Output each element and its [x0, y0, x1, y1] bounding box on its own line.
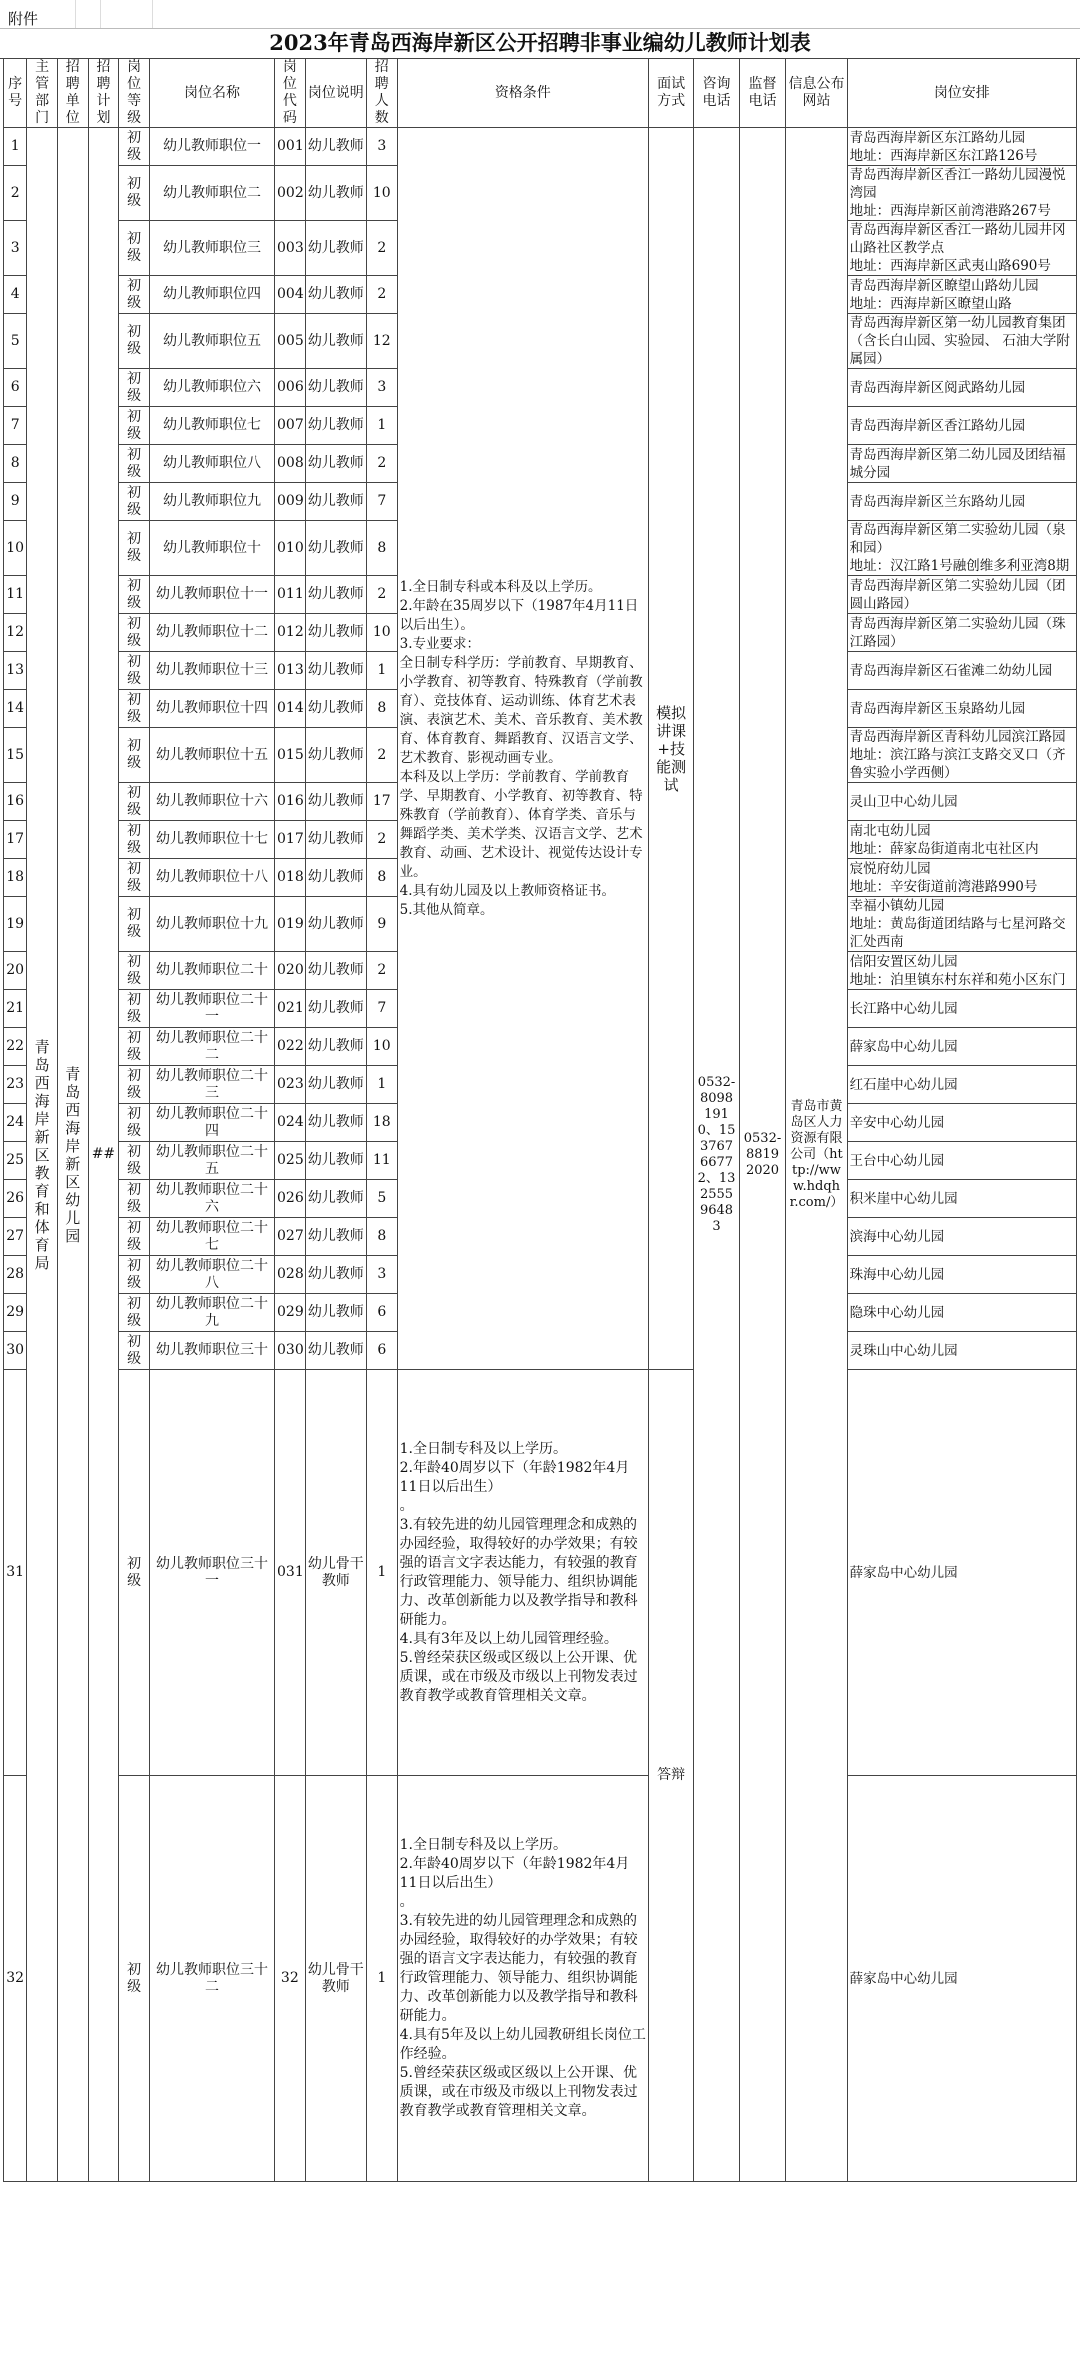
seq-cell: 2	[4, 166, 27, 221]
position-name-cell: 幼儿教师职位二十四	[149, 1104, 274, 1142]
qualification-cell: 1.全日制专科及以上学历。 2.年龄40周岁以下（年龄1982年4月11日以后出生） 。 3.有较先进的幼儿园管理理念和成熟的办园经验，取得较好的办学效果；有较强的语言文字表达能力，有较强的教育行政管理能力、领导能力、组织协调能力、改革创新能力以及教学指导和教科研能力。 4.具有5年及以上幼儿园教研组长岗位工作经验。 5.曾经荣获区级或区级以上公开课、优质课，或在市级及市级以上刊物发表过教育教学或教育管理相关文章。	[397, 1776, 648, 2182]
count-cell: 17	[366, 783, 397, 821]
position-code-cell: 026	[275, 1180, 306, 1218]
placement-cell: 薛家岛中心幼儿园	[847, 1370, 1076, 1776]
seq-cell: 9	[4, 483, 27, 521]
position-desc-cell: 幼儿教师	[305, 1066, 366, 1104]
seq-cell: 6	[4, 369, 27, 407]
header-grade: 岗位等级	[119, 59, 150, 128]
count-cell: 2	[366, 276, 397, 314]
grade-cell: 初级	[119, 1294, 150, 1332]
position-name-cell: 幼儿教师职位一	[149, 128, 274, 166]
grade-cell: 初级	[119, 690, 150, 728]
seq-cell: 12	[4, 614, 27, 652]
position-name-cell: 幼儿教师职位十四	[149, 690, 274, 728]
header-dept: 主管部门	[27, 59, 58, 128]
grade-cell: 初级	[119, 1256, 150, 1294]
position-code-cell: 011	[275, 576, 306, 614]
annex-label: 附件	[8, 10, 39, 28]
placement-cell: 青岛西海岸新区东江路幼儿园 地址：西海岸新区东江路126号	[847, 128, 1076, 166]
header-placement: 岗位安排	[847, 59, 1076, 128]
placement-cell: 积米崖中心幼儿园	[847, 1180, 1076, 1218]
seq-cell: 30	[4, 1332, 27, 1370]
position-code-cell: 32	[275, 1776, 306, 2182]
header-pos_code: 岗位代码	[275, 59, 306, 128]
placement-cell: 幸福小镇幼儿园 地址：黄岛街道团结路与七星河路交汇处西南	[847, 897, 1076, 952]
position-desc-cell: 幼儿教师	[305, 859, 366, 897]
unit-cell: 青岛西海岸新区幼儿园	[57, 128, 88, 2182]
count-cell: 2	[366, 952, 397, 990]
position-name-cell: 幼儿教师职位二十九	[149, 1294, 274, 1332]
placement-cell: 辛安中心幼儿园	[847, 1104, 1076, 1142]
placement-cell: 薛家岛中心幼儿园	[847, 1776, 1076, 2182]
count-cell: 5	[366, 1180, 397, 1218]
grade-cell: 初级	[119, 614, 150, 652]
grade-cell: 初级	[119, 521, 150, 576]
count-cell: 2	[366, 821, 397, 859]
seq-cell: 1	[4, 128, 27, 166]
placement-cell: 南北屯幼儿园 地址：薛家岛街道南北屯社区内	[847, 821, 1076, 859]
position-name-cell: 幼儿教师职位四	[149, 276, 274, 314]
count-cell: 1	[366, 407, 397, 445]
grade-cell: 初级	[119, 1218, 150, 1256]
position-code-cell: 004	[275, 276, 306, 314]
position-name-cell: 幼儿教师职位十三	[149, 652, 274, 690]
placement-cell: 青岛西海岸新区石雀滩二幼幼儿园	[847, 652, 1076, 690]
position-desc-cell: 幼儿教师	[305, 483, 366, 521]
position-name-cell: 幼儿教师职位七	[149, 407, 274, 445]
count-cell: 11	[366, 1142, 397, 1180]
header-pos_desc: 岗位说明	[305, 59, 366, 128]
grade-cell: 初级	[119, 407, 150, 445]
placement-cell: 青岛西海岸新区瞭望山路幼儿园 地址：西海岸新区瞭望山路	[847, 276, 1076, 314]
seq-cell: 27	[4, 1218, 27, 1256]
placement-cell: 灵山卫中心幼儿园	[847, 783, 1076, 821]
count-cell: 8	[366, 1218, 397, 1256]
position-code-cell: 001	[275, 128, 306, 166]
placement-cell: 红石崖中心幼儿园	[847, 1066, 1076, 1104]
position-name-cell: 幼儿教师职位十一	[149, 576, 274, 614]
dept-cell: 青岛西海岸新区教育和体育局	[27, 128, 58, 2182]
table-row	[4, 1370, 1077, 1776]
page-title: 2023年青岛西海岸新区公开招聘非事业编幼儿教师计划表	[0, 28, 1080, 59]
count-cell: 3	[366, 128, 397, 166]
position-desc-cell: 幼儿教师	[305, 990, 366, 1028]
position-name-cell: 幼儿教师职位二十五	[149, 1142, 274, 1180]
table-row	[4, 128, 1077, 166]
seq-cell: 4	[4, 276, 27, 314]
position-code-cell: 030	[275, 1332, 306, 1370]
placement-cell: 隐珠中心幼儿园	[847, 1294, 1076, 1332]
position-desc-cell: 幼儿骨干教师	[305, 1370, 366, 1776]
grade-cell: 初级	[119, 859, 150, 897]
seq-cell: 18	[4, 859, 27, 897]
seq-cell: 31	[4, 1370, 27, 1776]
seq-cell: 5	[4, 314, 27, 369]
placement-cell: 青岛西海岸新区兰东路幼儿园	[847, 483, 1076, 521]
count-cell: 3	[366, 369, 397, 407]
position-code-cell: 003	[275, 221, 306, 276]
count-cell: 2	[366, 576, 397, 614]
count-cell: 2	[366, 445, 397, 483]
grade-cell: 初级	[119, 166, 150, 221]
position-desc-cell: 幼儿教师	[305, 128, 366, 166]
position-desc-cell: 幼儿教师	[305, 821, 366, 859]
header-unit: 招聘单位	[57, 59, 88, 128]
placement-cell: 灵珠山中心幼儿园	[847, 1332, 1076, 1370]
position-code-cell: 029	[275, 1294, 306, 1332]
header-count: 招聘人数	[366, 59, 397, 128]
interview-cell: 模拟讲课+技能测试	[649, 128, 694, 1370]
position-code-cell: 008	[275, 445, 306, 483]
seq-cell: 32	[4, 1776, 27, 2182]
position-code-cell: 028	[275, 1256, 306, 1294]
position-code-cell: 015	[275, 728, 306, 783]
grade-cell: 初级	[119, 783, 150, 821]
placement-cell: 青岛西海岸新区玉泉路幼儿园	[847, 690, 1076, 728]
interview-cell: 答辩	[649, 1370, 694, 2182]
position-desc-cell: 幼儿教师	[305, 1028, 366, 1066]
position-name-cell: 幼儿教师职位十八	[149, 859, 274, 897]
position-desc-cell: 幼儿教师	[305, 445, 366, 483]
position-name-cell: 幼儿教师职位八	[149, 445, 274, 483]
recruitment-plan-table	[3, 58, 1077, 2182]
position-code-cell: 027	[275, 1218, 306, 1256]
position-code-cell: 007	[275, 407, 306, 445]
seq-cell: 16	[4, 783, 27, 821]
count-cell: 7	[366, 990, 397, 1028]
grade-cell: 初级	[119, 1332, 150, 1370]
position-desc-cell: 幼儿教师	[305, 576, 366, 614]
header-consult: 咨询电话	[694, 59, 739, 128]
header-plan: 招聘计划	[88, 59, 119, 128]
position-code-cell: 016	[275, 783, 306, 821]
count-cell: 1	[366, 1776, 397, 2182]
header-qual: 资格条件	[397, 59, 648, 128]
placement-cell: 长江路中心幼儿园	[847, 990, 1076, 1028]
seq-cell: 15	[4, 728, 27, 783]
placement-cell: 青岛西海岸新区第二幼儿园及团结福城分园	[847, 445, 1076, 483]
header-row	[4, 59, 1077, 128]
position-code-cell: 024	[275, 1104, 306, 1142]
grade-cell: 初级	[119, 990, 150, 1028]
position-code-cell: 014	[275, 690, 306, 728]
position-code-cell: 022	[275, 1028, 306, 1066]
seq-cell: 13	[4, 652, 27, 690]
grade-cell: 初级	[119, 1370, 150, 1776]
seq-cell: 23	[4, 1066, 27, 1104]
count-cell: 10	[366, 1028, 397, 1066]
placement-cell: 滨海中心幼儿园	[847, 1218, 1076, 1256]
count-cell: 2	[366, 221, 397, 276]
seq-cell: 3	[4, 221, 27, 276]
position-name-cell: 幼儿教师职位二十六	[149, 1180, 274, 1218]
seq-cell: 26	[4, 1180, 27, 1218]
position-name-cell: 幼儿教师职位二十三	[149, 1066, 274, 1104]
grade-cell: 初级	[119, 276, 150, 314]
info-site-cell: 青岛市黄岛区人力资源有限公司（http://www.hdqhr.com/）	[786, 128, 847, 2182]
position-desc-cell: 幼儿教师	[305, 614, 366, 652]
position-name-cell: 幼儿教师职位二十七	[149, 1218, 274, 1256]
count-cell: 3	[366, 1256, 397, 1294]
position-name-cell: 幼儿教师职位三十	[149, 1332, 274, 1370]
position-desc-cell: 幼儿教师	[305, 1142, 366, 1180]
seq-cell: 17	[4, 821, 27, 859]
position-name-cell: 幼儿教师职位十六	[149, 783, 274, 821]
position-name-cell: 幼儿教师职位三	[149, 221, 274, 276]
position-desc-cell: 幼儿教师	[305, 1104, 366, 1142]
placement-cell: 青岛西海岸新区第二实验幼儿园（泉和园） 地址：汉江路1号融创维多利亚湾8期	[847, 521, 1076, 576]
placement-cell: 王台中心幼儿园	[847, 1142, 1076, 1180]
position-desc-cell: 幼儿教师	[305, 521, 366, 576]
grade-cell: 初级	[119, 483, 150, 521]
position-desc-cell: 幼儿教师	[305, 221, 366, 276]
placement-cell: 薛家岛中心幼儿园	[847, 1028, 1076, 1066]
count-cell: 1	[366, 1066, 397, 1104]
header-info_site: 信息公布网站	[786, 59, 847, 128]
seq-cell: 29	[4, 1294, 27, 1332]
count-cell: 18	[366, 1104, 397, 1142]
position-name-cell: 幼儿教师职位九	[149, 483, 274, 521]
seq-cell: 14	[4, 690, 27, 728]
position-desc-cell: 幼儿教师	[305, 1218, 366, 1256]
position-desc-cell: 幼儿骨干教师	[305, 1776, 366, 2182]
position-desc-cell: 幼儿教师	[305, 952, 366, 990]
count-cell: 6	[366, 1294, 397, 1332]
grade-cell: 初级	[119, 1180, 150, 1218]
count-cell: 8	[366, 859, 397, 897]
supervise-phone-cell: 0532-88192020	[739, 128, 786, 2182]
position-code-cell: 005	[275, 314, 306, 369]
placement-cell: 青岛西海岸新区香江一路幼儿园井冈山路社区教学点 地址：西海岸新区武夷山路690号	[847, 221, 1076, 276]
placement-cell: 青岛西海岸新区阅武路幼儿园	[847, 369, 1076, 407]
count-cell: 8	[366, 690, 397, 728]
position-code-cell: 025	[275, 1142, 306, 1180]
position-code-cell: 013	[275, 652, 306, 690]
top-gridline-row	[0, 0, 1080, 29]
grid-divider	[75, 0, 76, 28]
grade-cell: 初级	[119, 952, 150, 990]
qualification-cell: 1.全日制专科或本科及以上学历。 2.年龄在35周岁以下（1987年4月11日以后出生）。 3.专业要求： 全日制专科学历：学前教育、早期教育、小学教育、初等教育、特殊教育（学前教育）、竞技体育、运动训练、体育艺术表演、表演艺术、美术、音乐教育、美术教育、体育教育、舞蹈教育、汉语言文学、艺术教育、影视动画专业。 本科及以上学历：学前教育、学前教育学、早期教育、小学教育、初等教育、特殊教育（学前教育）、体育学类、音乐与舞蹈学类、美术学类、汉语言文学、艺术教育、动画、艺术设计、视觉传达设计专业。 4.具有幼儿园及以上教师资格证书。 5.其他从简章。	[397, 128, 648, 1370]
grade-cell: 初级	[119, 897, 150, 952]
position-code-cell: 019	[275, 897, 306, 952]
placement-cell: 青岛西海岸新区第二实验幼儿园（珠江路园）	[847, 614, 1076, 652]
position-desc-cell: 幼儿教师	[305, 314, 366, 369]
seq-cell: 24	[4, 1104, 27, 1142]
placement-cell: 信阳安置区幼儿园 地址：泊里镇东村东祥和苑小区东门	[847, 952, 1076, 990]
table-row	[4, 1776, 1077, 2182]
grade-cell: 初级	[119, 1028, 150, 1066]
position-name-cell: 幼儿教师职位十五	[149, 728, 274, 783]
position-desc-cell: 幼儿教师	[305, 1332, 366, 1370]
placement-cell: 青岛西海岸新区香江一路幼儿园漫悦湾园 地址：西海岸新区前湾港路267号	[847, 166, 1076, 221]
position-name-cell: 幼儿教师职位十七	[149, 821, 274, 859]
seq-cell: 25	[4, 1142, 27, 1180]
grade-cell: 初级	[119, 652, 150, 690]
placement-cell: 青岛西海岸新区第一幼儿园教育集团（含长白山园、实验园、 石油大学附属园）	[847, 314, 1076, 369]
seq-cell: 10	[4, 521, 27, 576]
position-code-cell: 020	[275, 952, 306, 990]
position-name-cell: 幼儿教师职位二十一	[149, 990, 274, 1028]
seq-cell: 21	[4, 990, 27, 1028]
position-name-cell: 幼儿教师职位三十一	[149, 1370, 274, 1776]
grade-cell: 初级	[119, 728, 150, 783]
grade-cell: 初级	[119, 576, 150, 614]
position-name-cell: 幼儿教师职位五	[149, 314, 274, 369]
header-supervise: 监督电话	[739, 59, 786, 128]
seq-cell: 28	[4, 1256, 27, 1294]
count-cell: 6	[366, 1332, 397, 1370]
position-desc-cell: 幼儿教师	[305, 1256, 366, 1294]
position-desc-cell: 幼儿教师	[305, 166, 366, 221]
position-name-cell: 幼儿教师职位二十	[149, 952, 274, 990]
count-cell: 1	[366, 1370, 397, 1776]
position-name-cell: 幼儿教师职位二十二	[149, 1028, 274, 1066]
position-code-cell: 018	[275, 859, 306, 897]
position-name-cell: 幼儿教师职位二十八	[149, 1256, 274, 1294]
count-cell: 1	[366, 652, 397, 690]
grade-cell: 初级	[119, 1142, 150, 1180]
position-code-cell: 017	[275, 821, 306, 859]
position-code-cell: 002	[275, 166, 306, 221]
seq-cell: 7	[4, 407, 27, 445]
count-cell: 12	[366, 314, 397, 369]
seq-cell: 8	[4, 445, 27, 483]
count-cell: 8	[366, 521, 397, 576]
position-name-cell: 幼儿教师职位十二	[149, 614, 274, 652]
position-code-cell: 012	[275, 614, 306, 652]
grade-cell: 初级	[119, 821, 150, 859]
position-code-cell: 021	[275, 990, 306, 1028]
placement-cell: 青岛西海岸新区青科幼儿园滨江路园 地址：滨江路与滨江支路交叉口（齐鲁实验小学西侧）	[847, 728, 1076, 783]
header-seq: 序号	[4, 59, 27, 128]
position-desc-cell: 幼儿教师	[305, 783, 366, 821]
seq-cell: 11	[4, 576, 27, 614]
position-code-cell: 009	[275, 483, 306, 521]
header-interview: 面试方式	[649, 59, 694, 128]
seq-cell: 22	[4, 1028, 27, 1066]
placement-cell: 宸悦府幼儿园 地址：辛安街道前湾港路990号	[847, 859, 1076, 897]
count-cell: 10	[366, 166, 397, 221]
position-code-cell: 006	[275, 369, 306, 407]
consult-phone-cell: 0532-80981910、15376766772、13255596483	[694, 128, 739, 2182]
position-desc-cell: 幼儿教师	[305, 728, 366, 783]
qualification-cell: 1.全日制专科及以上学历。 2.年龄40周岁以下（年龄1982年4月11日以后出生） 。 3.有较先进的幼儿园管理理念和成熟的办园经验，取得较好的办学效果；有较强的语言文字表达能力，有较强的教育行政管理能力、领导能力、组织协调能力、改革创新能力以及教学指导和教科研能力。 4.具有3年及以上幼儿园管理经验。 5.曾经荣获区级或区级以上公开课、优质课，或在市级及市级以上刊物发表过教育教学或教育管理相关文章。	[397, 1370, 648, 1776]
position-code-cell: 010	[275, 521, 306, 576]
count-cell: 9	[366, 897, 397, 952]
grade-cell: 初级	[119, 369, 150, 407]
position-desc-cell: 幼儿教师	[305, 276, 366, 314]
placement-cell: 青岛西海岸新区第二实验幼儿园（团圆山路园）	[847, 576, 1076, 614]
position-name-cell: 幼儿教师职位六	[149, 369, 274, 407]
grade-cell: 初级	[119, 221, 150, 276]
position-desc-cell: 幼儿教师	[305, 369, 366, 407]
position-code-cell: 031	[275, 1370, 306, 1776]
grade-cell: 初级	[119, 1066, 150, 1104]
grid-divider	[152, 0, 153, 28]
count-cell: 7	[366, 483, 397, 521]
position-name-cell: 幼儿教师职位二	[149, 166, 274, 221]
position-desc-cell: 幼儿教师	[305, 407, 366, 445]
plan-cell: ##	[88, 128, 119, 2182]
grade-cell: 初级	[119, 128, 150, 166]
grade-cell: 初级	[119, 314, 150, 369]
seq-cell: 20	[4, 952, 27, 990]
grid-divider	[100, 0, 101, 28]
position-desc-cell: 幼儿教师	[305, 1294, 366, 1332]
position-name-cell: 幼儿教师职位三十二	[149, 1776, 274, 2182]
grade-cell: 初级	[119, 445, 150, 483]
position-desc-cell: 幼儿教师	[305, 652, 366, 690]
position-desc-cell: 幼儿教师	[305, 1180, 366, 1218]
position-name-cell: 幼儿教师职位十	[149, 521, 274, 576]
position-name-cell: 幼儿教师职位十九	[149, 897, 274, 952]
seq-cell: 19	[4, 897, 27, 952]
position-code-cell: 023	[275, 1066, 306, 1104]
count-cell: 10	[366, 614, 397, 652]
position-desc-cell: 幼儿教师	[305, 897, 366, 952]
placement-cell: 珠海中心幼儿园	[847, 1256, 1076, 1294]
header-pos_name: 岗位名称	[149, 59, 274, 128]
position-desc-cell: 幼儿教师	[305, 690, 366, 728]
placement-cell: 青岛西海岸新区香江路幼儿园	[847, 407, 1076, 445]
count-cell: 2	[366, 728, 397, 783]
grade-cell: 初级	[119, 1104, 150, 1142]
grade-cell: 初级	[119, 1776, 150, 2182]
